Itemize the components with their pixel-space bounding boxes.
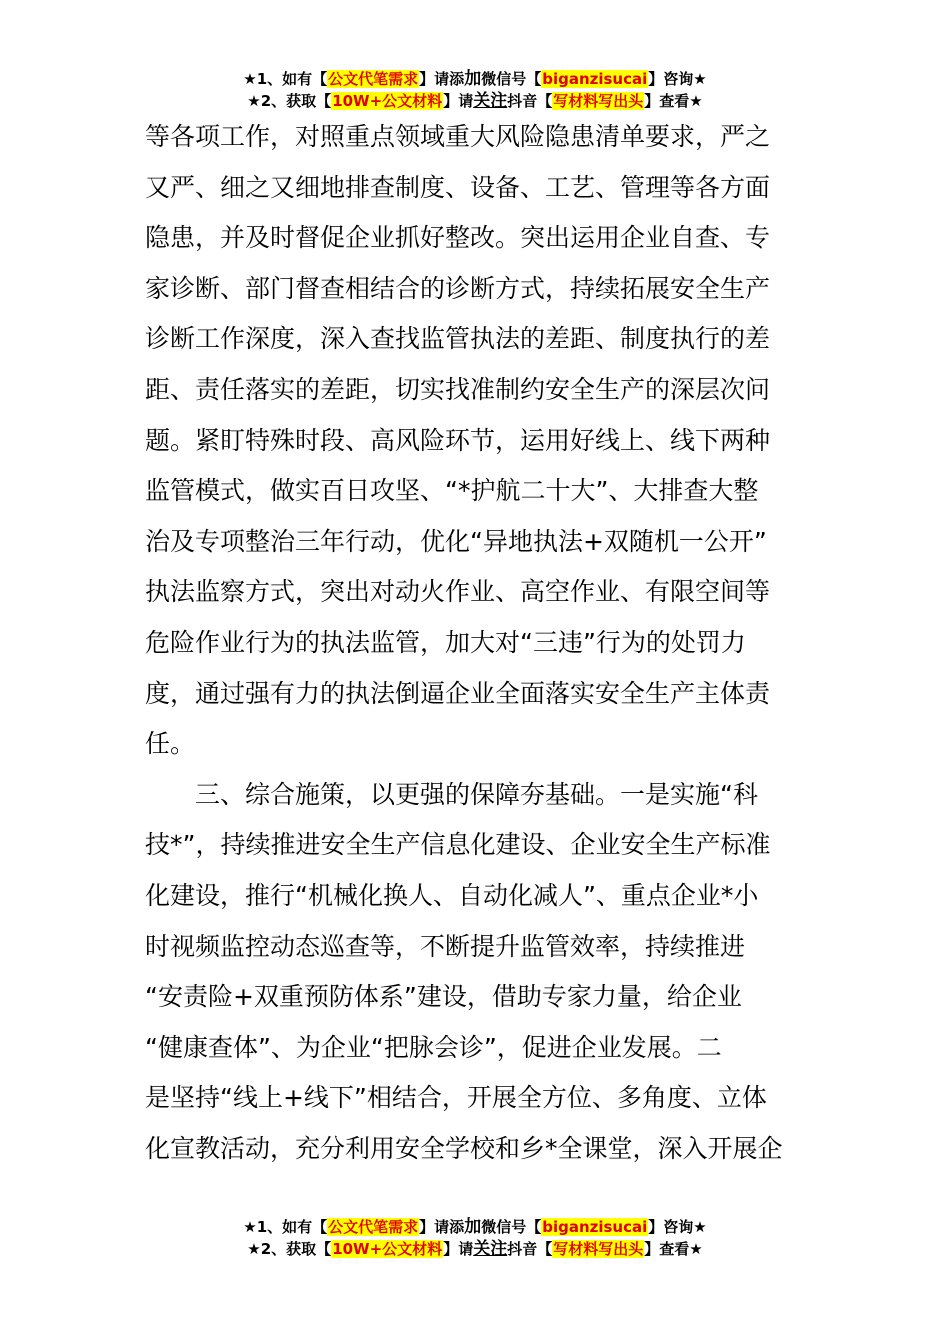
body-line: 化宣教活动，充分利用安全学校和乡*全课堂，深入开展企 (145, 1133, 783, 1163)
body-line: 任。 (145, 729, 196, 759)
body-line: 诊断工作深度，深入查找监管执法的差距、制度执行的差 (145, 324, 771, 354)
body-line: “健康查体”、为企业“把脉会诊”，促进企业发展。二 (145, 1032, 722, 1062)
body-line: 技*”，持续推进安全生产信息化建设、企业安全生产标准 (145, 830, 771, 860)
banner-text: 】查看★ (644, 92, 703, 110)
section-heading-line: 三、综合施策，以更强的保障夯基础。一是实施“科 (145, 779, 758, 809)
body-line: 等各项工作，对照重点领域重大风险隐患清单要求，严之 (145, 122, 771, 151)
banner-text: 】请添 (419, 1218, 465, 1236)
body-line: 执法监察方式，突出对动火作业、高空作业、有限空间等 (145, 577, 771, 607)
banner-line-2 (0, 1238, 950, 1260)
banner-text: 】请添 (419, 70, 465, 88)
body-line: 化建设，推行“机械化换人、自动化减人”、重点企业*小 (145, 880, 759, 910)
body-line: 治及专项整治三年行动，优化“异地执法+双随机一公开” (145, 526, 767, 556)
banner-highlight: 公文代笔需求 (328, 70, 419, 88)
banner-text: 】咨询★ (648, 70, 707, 88)
document-body (145, 112, 807, 1174)
banner-line-2 (0, 90, 950, 112)
body-line: 监管模式，做实百日攻坚、“*护航二十大”、大排查大整 (145, 476, 759, 506)
banner-text: 】咨询★ (648, 1218, 707, 1236)
banner-text: 】请 (443, 1240, 474, 1258)
banner-text: 微信号【 (481, 1218, 542, 1236)
body-line: 题。紧盯特殊时段、高风险环节，运用好线上、线下两种 (145, 425, 771, 455)
banner-text: 抖音【 (507, 1240, 553, 1258)
body-line: 家诊断、部门督查相结合的诊断方式，持续拓展安全生产 (145, 273, 771, 303)
banner-text: ★2、获取【 (247, 92, 332, 110)
banner-text: 抖音【 (507, 92, 553, 110)
body-line: 隐患，并及时督促企业抓好整改。突出运用企业自查、专 (145, 223, 771, 253)
banner-emphasis: 关注 (473, 1239, 508, 1259)
body-line: “安责险+双重预防体系”建设，借助专家力量，给企业 (145, 982, 742, 1012)
banner-text: ★2、获取【 (247, 1240, 332, 1258)
body-line: 又严、细之又细地排查制度、设备、工艺、管理等各方面 (145, 172, 771, 202)
banner-line-1 (0, 68, 950, 90)
footer-banner (0, 1216, 950, 1260)
body-line: 距、责任落实的差距，切实找准制约安全生产的深层次问 (145, 374, 771, 404)
banner-emphasis: 加 (464, 69, 482, 89)
banner-highlight: 10W+公文材料 (332, 1240, 443, 1258)
banner-line-1 (0, 1216, 950, 1238)
body-line: 是坚持“线上+线下”相结合，开展全方位、多角度、立体 (145, 1083, 767, 1113)
banner-highlight: 写材料写出头 (553, 1240, 644, 1258)
banner-highlight: biganzisucai (542, 70, 648, 88)
banner-highlight: 10W+公文材料 (332, 92, 443, 110)
banner-text: 微信号【 (481, 70, 542, 88)
banner-highlight: 写材料写出头 (553, 92, 644, 110)
banner-text: ★1、如有【 (243, 70, 328, 88)
banner-text: ★1、如有【 (243, 1218, 328, 1236)
banner-text: 】请 (443, 92, 474, 110)
banner-highlight: 公文代笔需求 (328, 1218, 419, 1236)
body-line: 时视频监控动态巡查等，不断提升监管效率，持续推进 (145, 931, 746, 961)
body-line: 度，通过强有力的执法倒逼企业全面落实安全生产主体责 (145, 678, 771, 708)
banner-highlight: biganzisucai (542, 1218, 648, 1236)
banner-emphasis: 加 (464, 1217, 482, 1237)
banner-text: 】查看★ (644, 1240, 703, 1258)
body-line: 危险作业行为的执法监管，加大对“三违”行为的处罚力 (145, 627, 746, 657)
header-banner (0, 68, 950, 112)
banner-emphasis: 关注 (473, 91, 508, 111)
